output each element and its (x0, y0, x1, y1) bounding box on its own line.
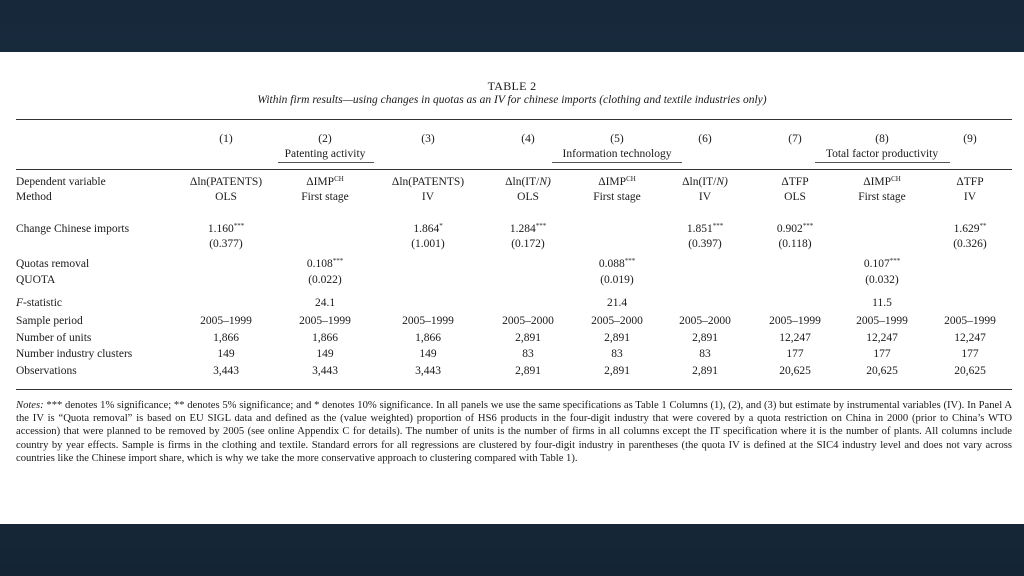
column-number: (6) (698, 133, 712, 145)
table-notes (16, 399, 1012, 465)
dependent-variable-cell (505, 176, 551, 189)
number-of-units-cell: 2,891 (604, 332, 630, 344)
sample-period-cell: 2005–1999 (200, 315, 252, 327)
coefficient-value: 0.108 (306, 258, 333, 270)
significance-stars: ** (979, 222, 987, 230)
observations-cell: 20,625 (954, 365, 986, 377)
chinese-imports-coefficient (777, 223, 813, 236)
observations-cell: 20,625 (866, 365, 898, 377)
row-label-change-chinese-imports: Change Chinese imports (16, 223, 130, 235)
chinese-imports-coefficient (208, 223, 244, 236)
f-statistic-letter: F (16, 297, 24, 309)
group-underline-patenting (278, 162, 374, 163)
f-statistic-cell: 11.5 (872, 297, 892, 309)
number-of-units-cell: 12,247 (954, 332, 986, 344)
observations-cell: 3,443 (213, 365, 239, 377)
significance-stars: *** (332, 257, 344, 265)
clusters-cell: 149 (419, 348, 437, 360)
sample-period-cell: 2005–1999 (944, 315, 996, 327)
chinese-imports-std-error: (0.377) (209, 238, 243, 250)
row-label-method: Method (16, 191, 52, 203)
header-rule (16, 169, 1012, 170)
quota-coefficient (307, 258, 343, 271)
table-subtitle: Within firm results—using changes in quotas as an IV for chinese imports (clothing and textile industries only) (257, 94, 767, 106)
row-label-sample-period: Sample period (16, 315, 83, 327)
significance-stars: *** (624, 257, 636, 265)
chinese-imports-std-error: (0.326) (953, 238, 987, 250)
f-statistic-cell: 21.4 (606, 297, 628, 309)
method-cell: IV (698, 191, 712, 203)
coefficient-value: 0.902 (776, 223, 803, 235)
method-cell: OLS (517, 191, 539, 203)
number-of-units-cell: 12,247 (779, 332, 811, 344)
observations-cell: 3,443 (312, 365, 338, 377)
column-number: (8) (875, 133, 889, 145)
notes-text: *** denotes 1% significance; ** denotes 5% significance; and * denotes 10% significance. In all panels we use the same specifications as Table 1 Columns (1), (2), and (3) but estimate by instrumental variables (IV). In Panel A the IV is “Quota removal” is based on EU SIGL data and defined as the (value weighted) proportion of HS6 products in the four-digit industry that were covered by a quota restriction on China in 2000 (prior to China’s WTO accession) that were planned to be removed by 2005 (see online Appendix C for details). The number of units is the number of firms in all columns except the IT specification where it is the number of plants. All columns include country by year effects. Sample is firms in the clothing and textile. Standard errors for all regressions are clustered by four-digit industry in parentheses (the quota IV is defined at the SIC4 industry level and does not vary across countries like the Chinese import share, which is why we take the more conservative approach to clustering compared with Table 1). (16, 400, 1012, 464)
quota-coefficient (864, 258, 900, 271)
dependent-variable-superscript: CH (626, 175, 636, 183)
clusters-cell: 83 (522, 348, 534, 360)
column-number: (9) (963, 133, 977, 145)
method-cell: OLS (784, 191, 806, 203)
method-cell: OLS (215, 191, 237, 203)
sample-period-cell: 2005–1999 (856, 315, 908, 327)
sample-period-cell: 2005–2000 (502, 315, 554, 327)
chinese-imports-std-error: (0.172) (511, 238, 545, 250)
chinese-imports-coefficient (687, 223, 723, 236)
row-label-dependent-variable: Dependent variable (16, 176, 106, 188)
dependent-variable-prefix: Δln(PATENTS) (189, 176, 263, 188)
f-statistic-suffix: -statistic (23, 297, 62, 309)
clusters-cell: 177 (961, 348, 979, 360)
significance-stars: *** (535, 222, 547, 230)
dependent-variable-prefix: ΔIMP (306, 176, 335, 188)
dependent-variable-suffix: N) (716, 176, 728, 188)
dependent-variable-prefix: Δln(IT/ (682, 176, 717, 188)
column-number: (5) (610, 133, 624, 145)
coefficient-value: 1.629 (953, 223, 980, 235)
coefficient-value: 0.107 (863, 258, 890, 270)
column-number: (1) (219, 133, 233, 145)
dependent-variable-cell (682, 176, 728, 189)
method-cell: First stage (301, 191, 349, 203)
method-cell: IV (421, 191, 435, 203)
significance-stars: *** (712, 222, 724, 230)
dependent-variable-prefix: ΔTFP (781, 176, 809, 188)
observations-cell: 2,891 (692, 365, 718, 377)
method-cell: IV (963, 191, 977, 203)
row-label-observations: Observations (16, 365, 77, 377)
row-label-quota: QUOTA (16, 274, 56, 286)
dependent-variable-prefix: ΔIMP (598, 176, 627, 188)
clusters-cell: 149 (217, 348, 235, 360)
group-header-patenting: Patenting activity (284, 148, 366, 160)
group-header-tfp: Total factor productivity (825, 148, 939, 160)
row-label-number-industry-clusters: Number industry clusters (16, 348, 133, 360)
sample-period-cell: 2005–1999 (769, 315, 821, 327)
column-number: (2) (318, 133, 332, 145)
number-of-units-cell: 2,891 (692, 332, 718, 344)
dependent-variable-cell (781, 176, 808, 189)
coefficient-value: 0.088 (598, 258, 625, 270)
significance-stars: *** (889, 257, 901, 265)
dependent-variable-prefix: ΔIMP (863, 176, 892, 188)
row-label-f-statistic (16, 297, 62, 310)
dependent-variable-prefix: Δln(IT/ (505, 176, 540, 188)
significance-stars: * (439, 222, 443, 230)
chinese-imports-std-error: (1.001) (411, 238, 445, 250)
chinese-imports-std-error: (0.397) (688, 238, 722, 250)
dependent-variable-cell (956, 176, 983, 189)
number-of-units-cell: 1,866 (312, 332, 338, 344)
notes-label: Notes: (16, 400, 44, 411)
clusters-cell: 149 (316, 348, 334, 360)
quota-std-error: (0.019) (600, 274, 634, 286)
observations-cell: 2,891 (515, 365, 541, 377)
dependent-variable-cell (306, 176, 344, 189)
chinese-imports-coefficient (510, 223, 546, 236)
dependent-variable-prefix: ΔTFP (956, 176, 984, 188)
table-number: TABLE 2 (487, 79, 537, 93)
quota-coefficient (599, 258, 635, 271)
clusters-cell: 177 (786, 348, 804, 360)
clusters-cell: 83 (699, 348, 711, 360)
sample-period-cell: 2005–1999 (402, 315, 454, 327)
dependent-variable-superscript: CH (334, 175, 344, 183)
significance-stars: *** (233, 222, 245, 230)
group-underline-it (552, 162, 682, 163)
table-slide (0, 52, 1024, 524)
observations-cell: 3,443 (415, 365, 441, 377)
dependent-variable-cell (598, 176, 636, 189)
chinese-imports-coefficient (413, 223, 442, 236)
sample-period-cell: 2005–1999 (299, 315, 351, 327)
observations-cell: 20,625 (779, 365, 811, 377)
dependent-variable-prefix: Δln(PATENTS) (391, 176, 465, 188)
number-of-units-cell: 2,891 (515, 332, 541, 344)
method-cell: First stage (858, 191, 906, 203)
chinese-imports-std-error: (0.118) (778, 238, 812, 250)
dependent-variable-cell (863, 176, 901, 189)
row-label-quotas-removal: Quotas removal (16, 258, 90, 270)
dependent-variable-superscript: CH (891, 175, 901, 183)
method-cell: First stage (593, 191, 641, 203)
coefficient-value: 1.160 (207, 223, 234, 235)
chinese-imports-coefficient (954, 223, 987, 236)
f-statistic-cell: 24.1 (314, 297, 336, 309)
number-of-units-cell: 12,247 (866, 332, 898, 344)
quota-std-error: (0.022) (308, 274, 342, 286)
column-number: (7) (788, 133, 802, 145)
coefficient-value: 1.284 (509, 223, 536, 235)
group-header-it: Information technology (562, 148, 672, 160)
row-label-number-of-units: Number of units (16, 332, 92, 344)
dependent-variable-cell (190, 176, 262, 189)
significance-stars: *** (802, 222, 814, 230)
group-underline-tfp (815, 162, 950, 163)
dependent-variable-cell (392, 176, 464, 189)
number-of-units-cell: 1,866 (213, 332, 239, 344)
column-number: (4) (521, 133, 535, 145)
quota-std-error: (0.032) (865, 274, 899, 286)
number-of-units-cell: 1,866 (415, 332, 441, 344)
clusters-cell: 83 (611, 348, 623, 360)
coefficient-value: 1.851 (686, 223, 713, 235)
sample-period-cell: 2005–2000 (679, 315, 731, 327)
column-number: (3) (421, 133, 435, 145)
bottom-rule (16, 389, 1012, 390)
sample-period-cell: 2005–2000 (591, 315, 643, 327)
observations-cell: 2,891 (604, 365, 630, 377)
coefficient-value: 1.864 (413, 223, 440, 235)
top-rule (16, 119, 1012, 120)
clusters-cell: 177 (873, 348, 891, 360)
dependent-variable-suffix: N) (539, 176, 551, 188)
